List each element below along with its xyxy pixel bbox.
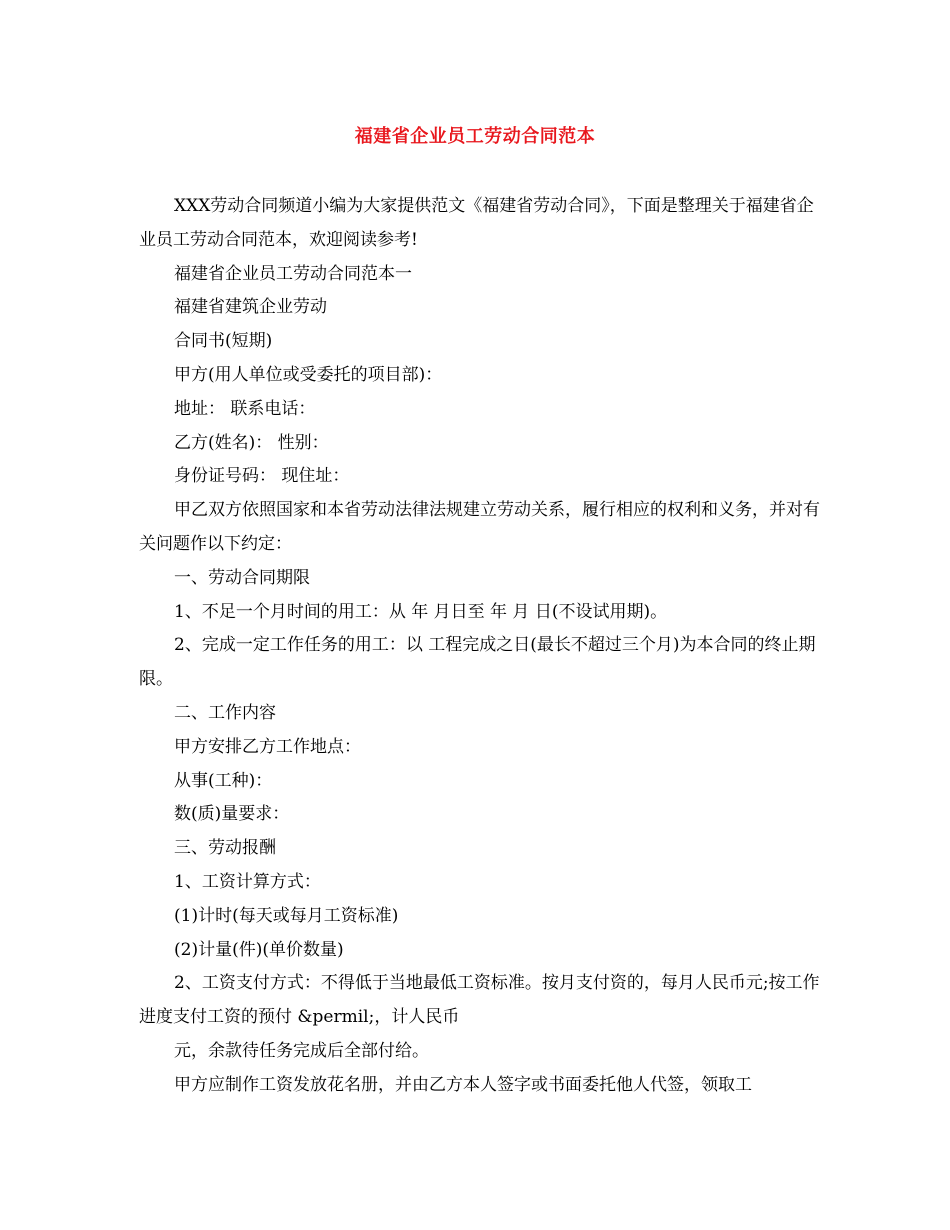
paragraph-address-phone: 地址： 联系电话： [174,398,316,419]
paragraph-pay-piece: (2)计量(件)(单价数量) [174,939,344,960]
paragraph-party-b: 乙方(姓名)： 性别： [174,432,329,453]
paragraph-pay-method: 1、工资计算方式： [174,871,321,892]
paragraph-term-1: 1、不足一个月时间的用工：从 年 月日至 年 月 日(不设试用期)。 [174,601,668,622]
paragraph-payroll: 甲方应制作工资发放花名册，并由乙方本人签字或书面委托他人代签，领取工 [174,1074,752,1095]
paragraph-contract-type: 合同书(短期) [174,331,273,352]
paragraph-party-a: 甲方(用人单位或受委托的项目部)： [174,364,443,385]
paragraph-quantity: 数(质)量要求： [174,804,290,825]
paragraph-id-address: 身份证号码： 现住址： [174,466,350,487]
paragraph-sample-heading: 福建省企业员工劳动合同范本一 [174,263,412,284]
paragraph-intro: XXX劳动合同频道小编为大家提供范文《福建省劳动合同》，下面是整理关于福建省企业员工劳动合同范本，欢迎阅读参考! [139,196,814,250]
paragraph-work-location: 甲方安排乙方工作地点： [174,736,361,757]
document-title: 福建省企业员工劳动合同范本 [354,126,596,147]
document-body [139,190,829,1103]
paragraph-term-2: 2、完成一定工作任务的用工：以 工程完成之日(最长不超过三个月)为本合同的终止期限。 [139,635,816,690]
paragraph-pay-hourly: (1)计时(每天或每月工资标准) [174,905,399,926]
paragraph-agreement: 甲乙双方依照国家和本省劳动法律法规建立劳动关系，履行相应的权利和义务，并对有关问题作以下约定： [139,500,820,554]
paragraph-company-line: 福建省建筑企业劳动 [174,297,327,318]
section-heading-term: 一、劳动合同期限 [174,567,310,588]
paragraph-work-type: 从事(工种)： [174,770,273,791]
paragraph-pay-balance: 元，余款待任务完成后全部付给。 [174,1040,429,1061]
section-heading-work: 二、工作内容 [174,702,276,723]
section-heading-pay: 三、劳动报酬 [174,838,276,859]
paragraph-pay-schedule: 2、工资支付方式：不得低于当地最低工资标准。按月支付资的，每月人民币元;按工作进度支付工资的预付 &permil;，计人民币 [139,973,820,1028]
